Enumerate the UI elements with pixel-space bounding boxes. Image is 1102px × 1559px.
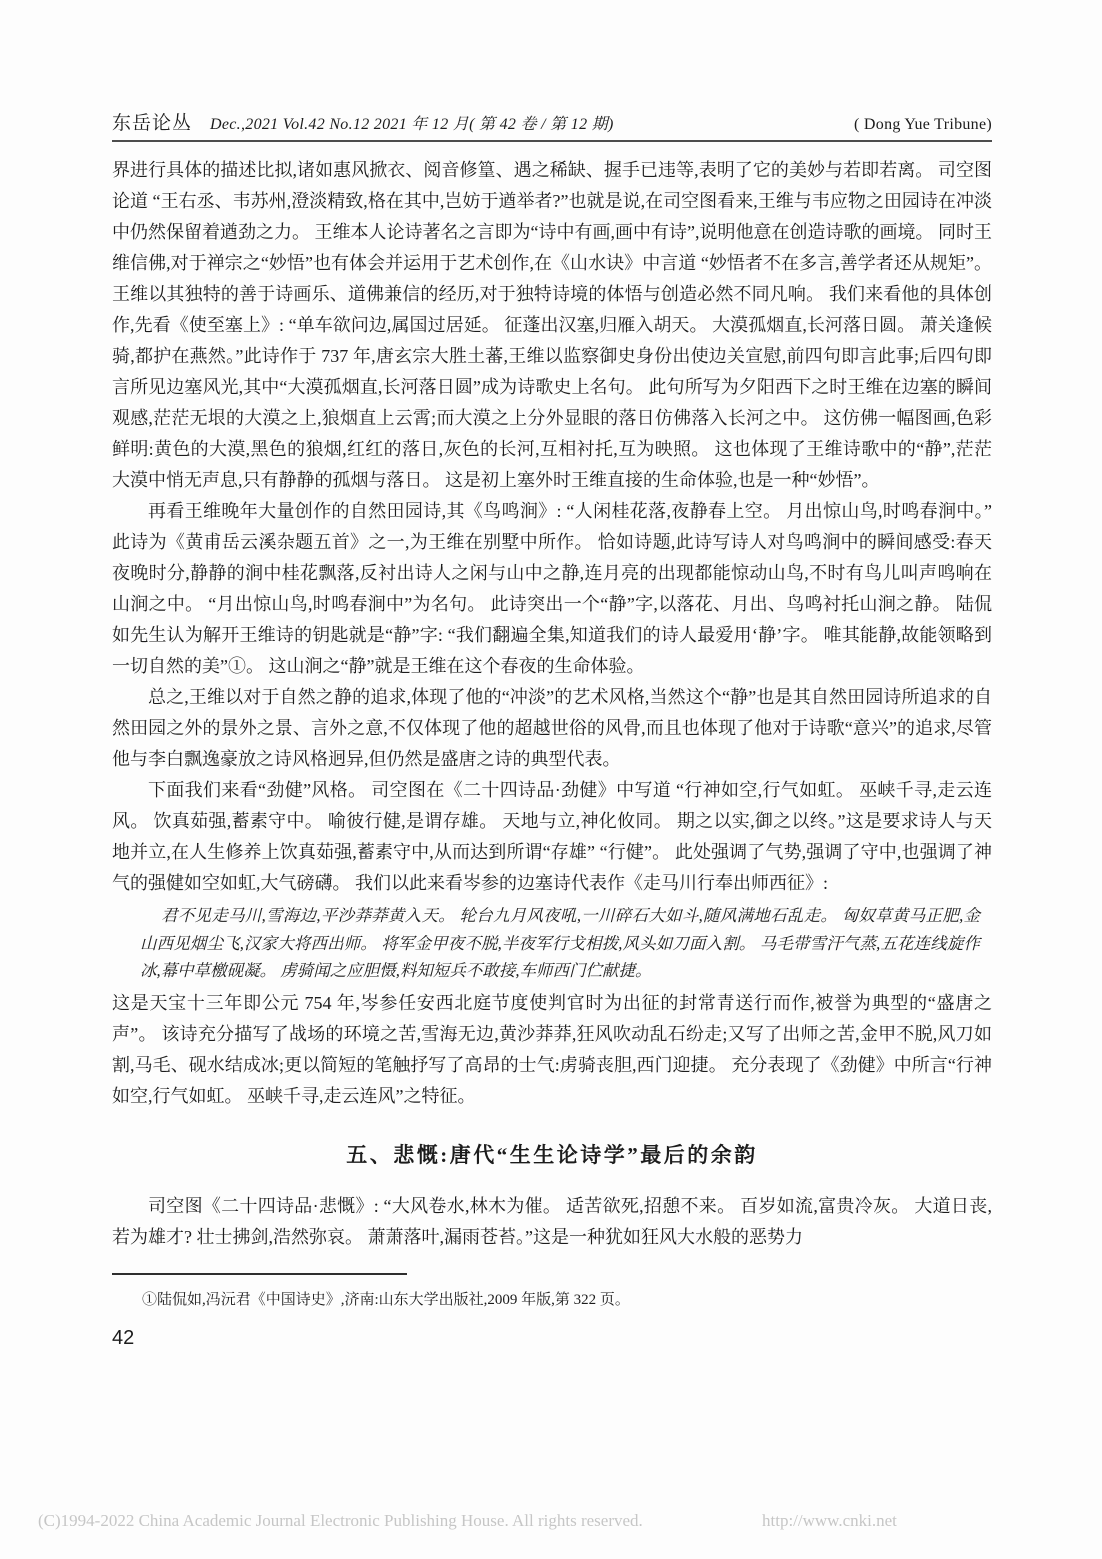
journal-header-left <box>112 108 614 135</box>
quoted-poem: 君不见走马川,雪海边,平沙莽莽黄入天。 轮台九月风夜吼,一川碎石大如斗,随风满地石乱走。 匈奴草黄马正肥,金山西见烟尘飞,汉家大将西出师。 将军金甲夜不脱,半夜军行戈相拨,风头如刀面入割。 马毛带雪汗气蒸,五花连线旋作冰,幕中草檄砚凝。 虏骑闻之应胆慑,料知短兵不敢接,车师西门伫献捷。 <box>140 906 980 980</box>
page-content <box>112 108 992 1350</box>
footnote-divider <box>112 1273 407 1275</box>
paragraph: 下面我们来看“劲健”风格。 司空图在《二十四诗品·劲健》中写道 “行神如空,行气如虹。 巫峡千寻,走云连风。 饮真茹强,蓄素守中。 喻彼行健,是谓存雄。 天地与立,神化攸同。 期之以实,御之以终。”这是要求诗人与天地并立,在人生修养上饮真茹强,蓄素守中,从而达到所谓“存雄” “行健”。 此处强调了气势,强调了守中,也强调了神气的强健如空如虹,大气磅礴。 我们以此来看岑参的边塞诗代表作《走马川行奉出师西征》: <box>112 780 992 893</box>
page-number: 42 <box>112 1326 135 1349</box>
journal-name: 东岳论丛 <box>112 113 193 134</box>
footnote: ①陆侃如,冯沅君《中国诗史》,济南:山东大学出版社,2009 年版,第 322 页。 <box>142 1291 630 1308</box>
journal-header <box>112 108 992 142</box>
paragraph: 这是天宝十三年即公元 754 年,岑参任安西北庭节度使判官时为出征的封常青送行而作,被誉为典型的“盛唐之声”。 该诗充分描写了战场的环境之苦,雪海无边,黄沙莽莽,狂风吹动乱石纷走;又写了出师之苦,金甲不脱,风刀如割,马毛、砚水结成冰;更以简短的笔触抒写了高昂的士气:虏骑丧胆,西门迎捷。 充分表现了《劲健》中所言“行神如空,行气如虹。 巫峡千寻,走云连风”之特征。 <box>112 992 992 1106</box>
scan-watermark-footer <box>0 1511 1102 1535</box>
paragraph: 总之,王维以对于自然之静的追求,体现了他的“冲淡”的艺术风格,当然这个“静”也是其自然田园诗所追求的自然田园之外的景外之景、言外之意,不仅体现了他的超越世俗的风骨,而且也体现了他对于诗歌“意兴”的追求,尽管他与李白飘逸豪放之诗风格迥异,但仍然是盛唐之诗的典型代表。 <box>112 687 992 769</box>
cnki-url: http://www.cnki.net <box>762 1511 897 1530</box>
paragraph: 司空图《二十四诗品·悲慨》: “大风卷水,林木为催。 适苦欲死,招憩不来。 百岁如流,富贵冷灰。 大道日丧,若为雄才? 壮士拂剑,浩然弥哀。 萧萧落叶,漏雨苍苔。”这是一种犹如狂风大水般的恶势力 <box>112 1195 992 1247</box>
section-heading: 五、悲慨:唐代“生生论诗学”最后的余韵 <box>346 1142 758 1167</box>
issue-info: Dec.,2021 Vol.42 No.12 2021 年 12 月( 第 42 卷 / 第 12 期) <box>210 116 614 133</box>
article-body <box>112 155 992 1253</box>
copyright-text: (C)1994-2022 China Academic Journal Electronic Publishing House. All rights reserved. <box>38 1511 643 1530</box>
paragraph-continuation: 界进行具体的描述比拟,诸如惠风掀衣、阅音修篁、遇之稀缺、握手已违等,表明了它的美妙与若即若离。 司空图论道 “王右丞、韦苏州,澄淡精致,格在其中,岂妨于遒举者?”也就是说,在司空图看来,王维与韦应物之田园诗在冲淡中仍然保留着遒劲之力。 王维本人论诗著名之言即为“诗中有画,画中有诗”,说明他意在创造诗歌的画境。 同时王维信佛,对于禅宗之“妙悟”也有体会并运用于艺术创作,在《山水诀》中言道 “妙悟者不在多言,善学者还从规矩”。 王维以其独特的善于诗画乐、道佛兼信的经历,对于独特诗境的体悟与创造必然不同凡响。 我们来看他的具体创作,先看《使至塞上》: “单车欲问边,属国过居延。 征蓬出汉塞,归雁入胡天。 大漠孤烟直,长河落日圆。 萧关逢候骑,都护在燕然。”此诗作于 737 年,唐玄宗大胜土蕃,王维以监察御史身份出使边关宣慰,前四句即言此事;后四句即言所见边塞风光,其中“大漠孤烟直,长河落日圆”成为诗歌史上名句。 此句所写为夕阳西下之时王维在边塞的瞬间观感,茫茫无垠的大漠之上,狼烟直上云霄;而大漠之上分外显眼的落日仿佛落入长河之中。 这仿佛一幅图画,色彩鲜明:黄色的大漠,黑色的狼烟,红红的落日,灰色的长河,互相衬托,互为映照。 这也体现了王维诗歌中的“静”,茫茫大漠中悄无声息,只有静静的孤烟与落日。 这是初上塞外时王维直接的生命体验,也是一种“妙悟”。 <box>112 160 992 490</box>
paragraph: 再看王维晚年大量创作的自然田园诗,其《鸟鸣涧》: “人闲桂花落,夜静春上空。 月出惊山鸟,时鸣春涧中。”此诗为《黄甫岳云溪杂题五首》之一,为王维在别墅中所作。 恰如诗题,此诗写诗人对鸟鸣涧中的瞬间感受:春天夜晚时分,静静的涧中桂花飘落,反衬出诗人之闲与山中之静,连月亮的出现都能惊动山鸟,不时有鸟儿叫声鸣响在山涧之中。 “月出惊山鸟,时鸣春涧中”为名句。 此诗突出一个“静”字,以落花、月出、鸟鸣衬托山涧之静。 陆侃如先生认为解开王维诗的钥匙就是“静”字: “我们翻遍全集,知道我们的诗人最爱用‘静’字。 唯其能静,故能领略到一切自然的美”①。 这山涧之“静”就是王维在这个春夜的生命体验。 <box>112 501 992 676</box>
journal-name-english: ( Dong Yue Tribune) <box>854 116 992 133</box>
